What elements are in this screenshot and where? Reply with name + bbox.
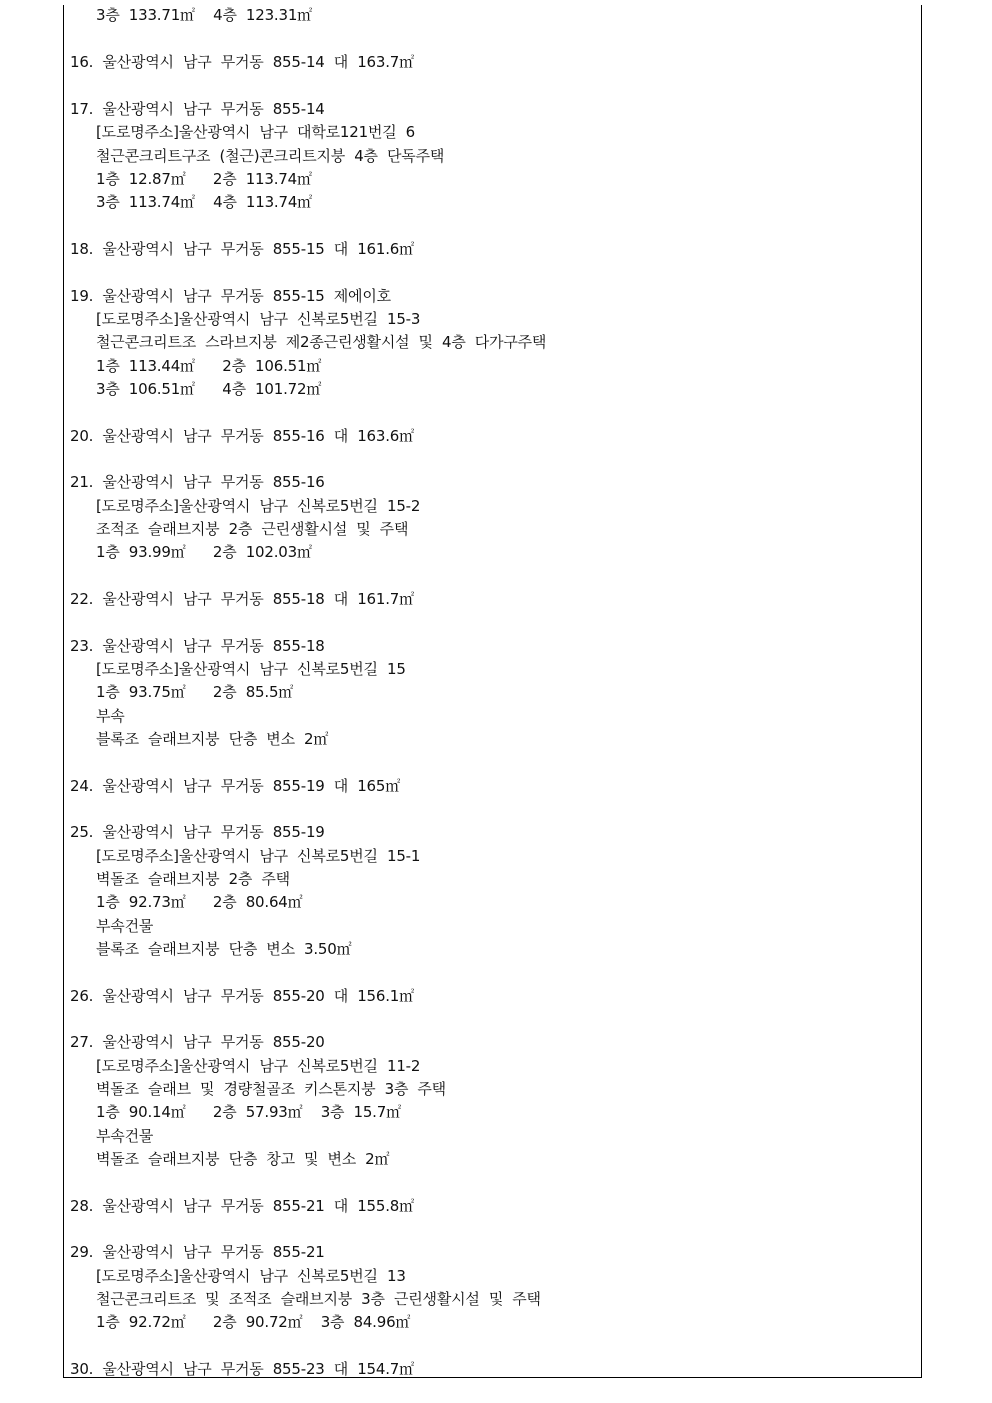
text-line: [도로명주소]울산광역시 남구 신복로5번길 13 bbox=[96, 1267, 406, 1285]
text-line: 1층 93.75㎡ 2층 85.5㎡ bbox=[96, 683, 294, 701]
text-line: [도로명주소]울산광역시 남구 신복로5번길 11-2 bbox=[96, 1057, 421, 1075]
text-line: 28. 울산광역시 남구 무거동 855-21 대 155.8㎡ bbox=[70, 1197, 414, 1215]
text-line: [도로명주소]울산광역시 남구 신복로5번길 15-2 bbox=[96, 497, 421, 515]
text-line: [도로명주소]울산광역시 남구 대학로121번길 6 bbox=[96, 123, 416, 141]
text-line: [도로명주소]울산광역시 남구 신복로5번길 15 bbox=[96, 660, 406, 678]
text-line: 1층 113.44㎡ 2층 106.51㎡ bbox=[96, 357, 322, 375]
text-line: 22. 울산광역시 남구 무거동 855-18 대 161.7㎡ bbox=[70, 590, 414, 608]
text-line: 25. 울산광역시 남구 무거동 855-19 bbox=[70, 823, 325, 841]
text-line: 24. 울산광역시 남구 무거동 855-19 대 165㎡ bbox=[70, 777, 401, 795]
text-line: 27. 울산광역시 남구 무거동 855-20 bbox=[70, 1033, 325, 1051]
text-line: 18. 울산광역시 남구 무거동 855-15 대 161.6㎡ bbox=[70, 240, 414, 258]
text-line: 16. 울산광역시 남구 무거동 855-14 대 163.7㎡ bbox=[70, 53, 414, 71]
text-line: [도로명주소]울산광역시 남구 신복로5번길 15-1 bbox=[96, 847, 421, 865]
text-line: 23. 울산광역시 남구 무거동 855-18 bbox=[70, 637, 325, 655]
text-line: 부속건물 bbox=[96, 917, 154, 935]
text-line: 1층 12.87㎡ 2층 113.74㎡ bbox=[96, 170, 312, 188]
text-line: 벽돌조 슬래브지붕 2층 주택 bbox=[96, 870, 290, 888]
text-line: 부속건물 bbox=[96, 1127, 154, 1145]
text-line: 부속 bbox=[96, 707, 125, 725]
text-line: 26. 울산광역시 남구 무거동 855-20 대 156.1㎡ bbox=[70, 987, 414, 1005]
text-line: 벽돌조 슬래브 및 경량철골조 키스톤지붕 3층 주택 bbox=[96, 1080, 446, 1098]
text-line: 1층 92.72㎡ 2층 90.72㎡ 3층 84.96㎡ bbox=[96, 1313, 411, 1331]
text-line: 1층 90.14㎡ 2층 57.93㎡ 3층 15.7㎡ bbox=[96, 1103, 401, 1121]
text-line: 철근콘크리트조 및 조적조 슬래브지붕 3층 근린생활시설 및 주택 bbox=[96, 1290, 541, 1308]
text-line: 블록조 슬래브지붕 단층 변소 3.50㎡ bbox=[96, 940, 352, 958]
text-line: 17. 울산광역시 남구 무거동 855-14 bbox=[70, 100, 325, 118]
text-line: 3층 133.71㎡ 4층 123.31㎡ bbox=[96, 6, 312, 24]
text-line: [도로명주소]울산광역시 남구 신복로5번길 15-3 bbox=[96, 310, 421, 328]
text-line: 블록조 슬래브지붕 단층 변소 2㎡ bbox=[96, 730, 329, 748]
text-line: 30. 울산광역시 남구 무거동 855-23 대 154.7㎡ bbox=[70, 1360, 414, 1378]
text-line: 조적조 슬래브지붕 2층 근린생활시설 및 주택 bbox=[96, 520, 409, 538]
text-line: 1층 93.99㎡ 2층 102.03㎡ bbox=[96, 543, 312, 561]
text-line: 철근콘크리트구조 (철근)콘크리트지붕 4층 단독주택 bbox=[96, 147, 445, 165]
text-line: 21. 울산광역시 남구 무거동 855-16 bbox=[70, 473, 325, 491]
text-line: 3층 106.51㎡ 4층 101.72㎡ bbox=[96, 380, 322, 398]
text-line: 벽돌조 슬래브지붕 단층 창고 및 변소 2㎡ bbox=[96, 1150, 390, 1168]
text-line: 3층 113.74㎡ 4층 113.74㎡ bbox=[96, 193, 312, 211]
text-line: 29. 울산광역시 남구 무거동 855-21 bbox=[70, 1243, 325, 1261]
text-line: 19. 울산광역시 남구 무거동 855-15 제에이호 bbox=[70, 287, 391, 305]
text-line: 1층 92.73㎡ 2층 80.64㎡ bbox=[96, 893, 303, 911]
text-line: 철근콘크리트조 스라브지붕 제2종근린생활시설 및 4층 다가구주택 bbox=[96, 333, 547, 351]
text-line: 20. 울산광역시 남구 무거동 855-16 대 163.6㎡ bbox=[70, 427, 414, 445]
